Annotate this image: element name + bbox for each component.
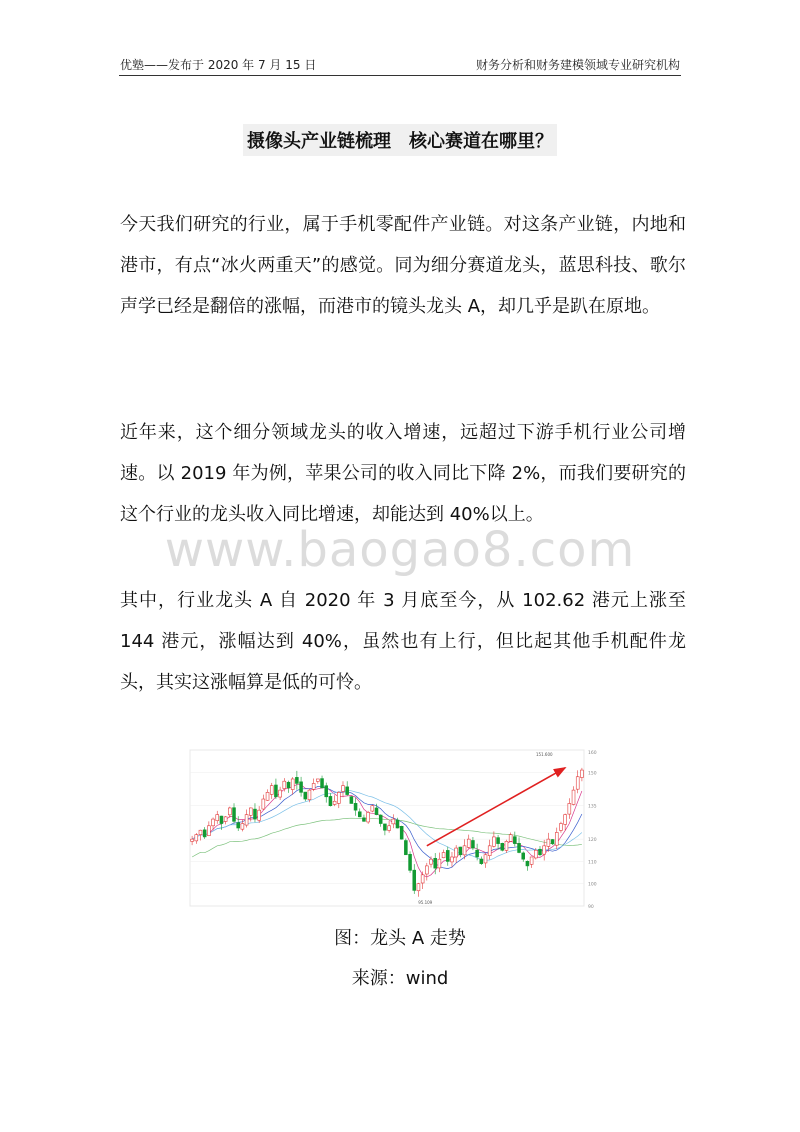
candle-body: [224, 817, 227, 822]
candle-body: [367, 812, 370, 822]
low-price-label: 95.109: [418, 900, 433, 905]
figure-source: 来源：wind: [351, 968, 449, 989]
candle-body: [543, 846, 546, 854]
candle-body: [518, 843, 521, 852]
candle-body: [203, 830, 206, 837]
candle-body: [576, 777, 579, 789]
paragraph-2: 近年来，这个细分领域龙头的收入增速，远超过下游手机行业公司增速。以 2019 年为例，苹果公司的收入同比下降 2%，而我们要研究的这个行业的龙头收入同比增速，却能达到 40%以上。: [120, 422, 686, 525]
header-left-text: 优塾——发布于 2020 年 7 月 15 日: [120, 58, 317, 72]
candle-body: [333, 801, 336, 804]
header-divider: [119, 75, 681, 76]
candle-body: [199, 830, 202, 834]
candle-body: [480, 859, 483, 864]
candle-body: [497, 838, 500, 844]
candle-body: [270, 786, 273, 795]
candle-body: [471, 840, 474, 848]
candle-body: [455, 848, 458, 857]
candle-body: [291, 779, 294, 790]
candle-body: [212, 819, 215, 826]
candle-body: [342, 786, 345, 792]
candle-body: [430, 859, 433, 864]
candle-body: [559, 824, 562, 831]
candle-body: [346, 787, 349, 795]
candle-body: [438, 859, 441, 868]
candle-body: [191, 839, 194, 841]
candle-body: [375, 808, 378, 815]
candle-body: [207, 826, 210, 836]
candle-body: [467, 839, 470, 847]
candle-body: [308, 790, 311, 800]
candle-body: [568, 803, 571, 814]
candle-body: [262, 799, 265, 809]
candle-body: [434, 858, 437, 868]
candle-body: [354, 803, 357, 810]
candle-body: [266, 792, 269, 800]
figure-caption: 图：龙头 A 走势: [334, 928, 466, 949]
candle-body: [484, 855, 487, 863]
candle-body: [358, 812, 361, 817]
candle-body: [442, 853, 445, 858]
candle-body: [258, 810, 261, 820]
candle-body: [446, 850, 449, 861]
candle-body: [216, 815, 219, 821]
candle-body: [350, 797, 353, 804]
candle-body: [254, 809, 257, 819]
candle-body: [451, 857, 454, 862]
candle-body: [421, 875, 424, 883]
candle-body: [534, 850, 537, 858]
candle-body: [513, 837, 516, 844]
candle-body: [279, 790, 282, 797]
candle-body: [476, 850, 479, 857]
candle-body: [237, 823, 240, 828]
candle-body: [220, 816, 223, 823]
candle-body: [362, 818, 365, 821]
stock-price-chart: [188, 746, 608, 912]
y-tick-label: 110: [588, 860, 597, 866]
article-title-wrapper: [0, 124, 800, 156]
candle-body: [539, 849, 542, 854]
candle-body: [505, 841, 508, 850]
candle-body: [580, 770, 583, 777]
plot-area: [190, 750, 584, 906]
candle-body: [463, 846, 466, 855]
candle-body: [459, 847, 462, 855]
y-tick-label: 120: [588, 838, 597, 844]
candle-body: [371, 806, 374, 811]
candle-body: [383, 824, 386, 830]
article-title: 摄像头产业链梳理 核心赛道在哪里？: [243, 124, 557, 156]
candle-body: [241, 824, 244, 830]
candle-body: [195, 835, 198, 841]
candle-body: [488, 846, 491, 856]
watermark: www.baogao8.com: [164, 522, 636, 578]
candle-body: [379, 815, 382, 823]
candle-body: [551, 840, 554, 844]
candle-body: [325, 786, 328, 797]
candle-body: [572, 790, 575, 804]
candle-body: [249, 808, 252, 815]
candle-body: [555, 832, 558, 845]
candle-body: [283, 781, 286, 788]
candle-body: [304, 792, 307, 799]
candle-body: [509, 835, 512, 842]
candle-body: [312, 783, 315, 789]
candle-body: [233, 808, 236, 822]
candle-body: [287, 782, 290, 788]
candle-body: [337, 792, 340, 803]
header-right-text: 财务分析和财务建模领域专业研究机构: [475, 58, 680, 72]
candle-body: [388, 826, 391, 831]
candle-body: [329, 796, 332, 805]
high-price-label: 151.600: [536, 752, 553, 757]
y-tick-label: 150: [588, 771, 597, 777]
candle-body: [392, 819, 395, 824]
candle-body: [300, 782, 303, 793]
candle-body: [274, 785, 277, 797]
candle-body: [400, 826, 403, 839]
candle-body: [409, 854, 412, 870]
candle-body: [417, 884, 420, 891]
candle-body: [295, 777, 298, 783]
candle-body: [245, 815, 248, 825]
y-tick-label: 135: [588, 804, 597, 810]
candle-body: [228, 808, 231, 815]
y-tick-label: 160: [588, 751, 597, 756]
candle-body: [396, 820, 399, 828]
candle-body: [425, 866, 428, 874]
candle-body: [413, 870, 416, 890]
candle-body: [316, 779, 319, 781]
candle-body: [530, 857, 533, 864]
y-tick-label: 90: [588, 905, 594, 910]
paragraph-1: 今天我们研究的行业，属于手机零配件产业链。对这条产业链，内地和港市，有点“冰火两重天”的感觉。同为细分赛道龙头，蓝思科技、歌尔声学已经是翻倍的涨幅，而港市的镜头龙头 A，却几乎是趴在原地。: [120, 214, 686, 317]
candle-body: [492, 837, 495, 846]
candle-body: [404, 841, 407, 855]
y-tick-label: 100: [588, 882, 597, 888]
candle-body: [522, 853, 525, 859]
candle-body: [501, 843, 504, 850]
candle-body: [321, 779, 324, 788]
paragraph-3: 其中，行业龙头 A 自 2020 年 3 月底至今，从 102.62 港元上涨至 144 港元，涨幅达到 40%，虽然也有上行，但比起其他手机配件龙头，其实这涨幅算是低的可怜。: [120, 590, 686, 693]
candle-body: [564, 815, 567, 825]
candle-body: [547, 839, 550, 846]
candle-body: [526, 861, 529, 866]
